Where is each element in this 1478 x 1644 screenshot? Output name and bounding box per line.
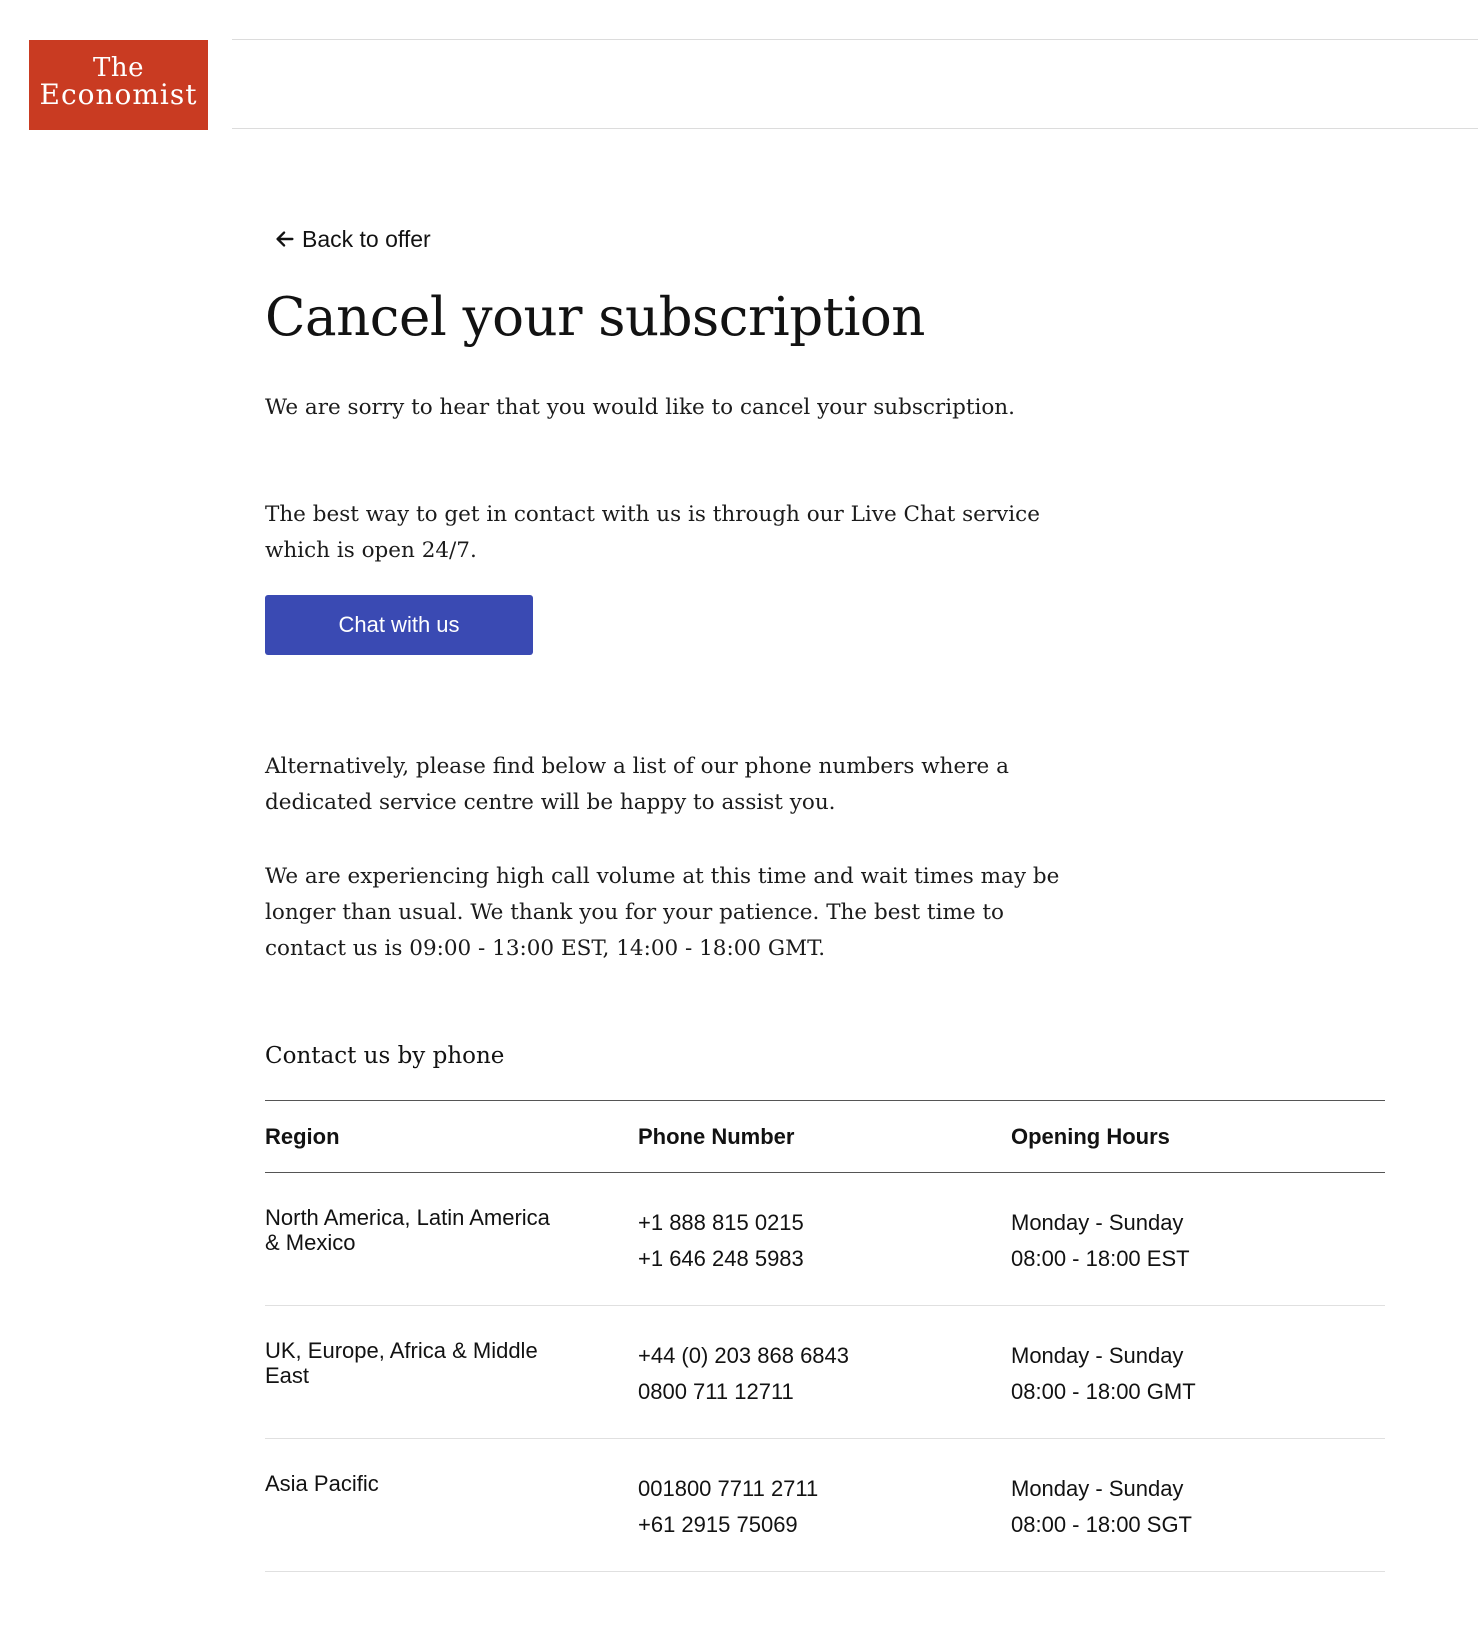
header-divider-top [232, 39, 1478, 40]
hours-cell [1011, 1439, 1385, 1572]
header-divider-bottom [232, 128, 1478, 129]
region-name: North America, Latin America & Mexico [265, 1205, 550, 1255]
phone-number[interactable]: +1 888 815 0215 [638, 1210, 804, 1235]
phone-number[interactable]: +61 2915 75069 [638, 1512, 798, 1537]
table-row [265, 1173, 1385, 1306]
phone-alternative-message: Alternatively, please find below a list of our phone numbers where a dedicated service centre will be happy to assist you. [265, 754, 1009, 815]
contact-by-phone-heading: Contact us by phone [265, 1043, 505, 1069]
economist-logo[interactable] [29, 40, 208, 130]
logo-line-2: Economist [39, 78, 198, 111]
back-to-offer-link[interactable] [274, 224, 431, 254]
phone-number[interactable]: 0800 711 12711 [638, 1379, 794, 1404]
opening-hours: 08:00 - 18:00 GMT [1011, 1379, 1196, 1404]
page-title: Cancel your subscription [265, 287, 925, 348]
table-header-row [265, 1101, 1385, 1173]
column-header-phone: Phone Number [638, 1101, 1011, 1173]
back-link-label: Back to offer [302, 226, 431, 252]
column-header-region: Region [265, 1101, 638, 1173]
site-header [0, 0, 1478, 130]
table-row [265, 1439, 1385, 1572]
region-name: Asia Pacific [265, 1471, 379, 1496]
phone-number[interactable]: +44 (0) 203 868 6843 [638, 1343, 850, 1368]
region-cell [265, 1439, 638, 1572]
phone-contact-table [265, 1100, 1385, 1572]
hours-cell [1011, 1173, 1385, 1306]
hours-cell [1011, 1306, 1385, 1439]
phone-number[interactable]: +1 646 248 5983 [638, 1246, 804, 1271]
opening-days: Monday - Sunday [1011, 1210, 1184, 1235]
opening-hours: 08:00 - 18:00 EST [1011, 1246, 1190, 1271]
region-cell [265, 1306, 638, 1439]
opening-days: Monday - Sunday [1011, 1343, 1184, 1368]
opening-days: Monday - Sunday [1011, 1476, 1184, 1501]
arrow-left-icon [274, 228, 296, 250]
table-row [265, 1306, 1385, 1439]
sorry-message: We are sorry to hear that you would like to cancel your subscription. [265, 395, 1015, 420]
logo-line-1: The [93, 53, 144, 83]
call-volume-notice: We are experiencing high call volume at this time and wait times may be longer than usual. We thank you for your patience. The best time to contact us is 09:00 - 13:00 EST, 14:00 - 18:00 GMT. [265, 864, 1060, 961]
chat-with-us-button[interactable]: Chat with us [265, 595, 533, 655]
live-chat-message: The best way to get in contact with us is through our Live Chat service which is open 24/7. [265, 502, 1040, 563]
region-name: UK, Europe, Africa & Middle East [265, 1338, 538, 1388]
phone-cell [638, 1306, 1011, 1439]
phone-number[interactable]: 001800 7711 2711 [638, 1476, 819, 1501]
opening-hours: 08:00 - 18:00 SGT [1011, 1512, 1192, 1537]
column-header-hours: Opening Hours [1011, 1101, 1385, 1173]
phone-cell [638, 1439, 1011, 1572]
region-cell [265, 1173, 638, 1306]
phone-cell [638, 1173, 1011, 1306]
